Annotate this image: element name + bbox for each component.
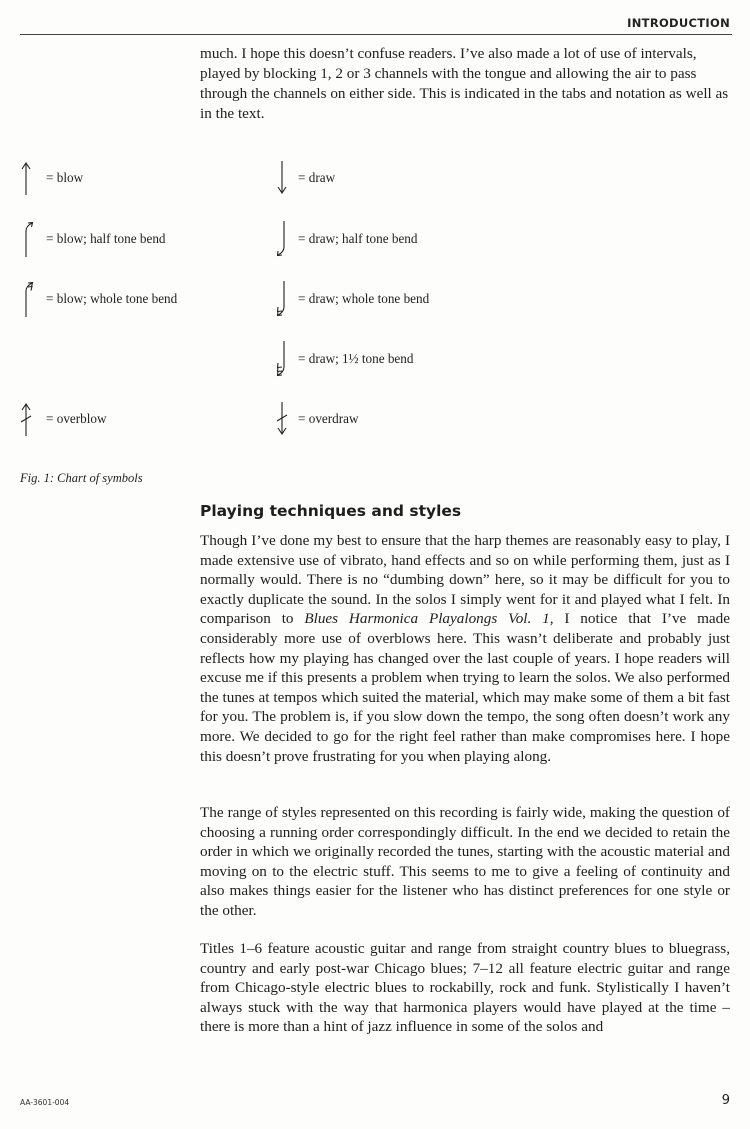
section-heading: Playing techniques and styles xyxy=(200,502,462,520)
draw-half-bend-icon xyxy=(270,219,290,259)
draw-arrow-icon xyxy=(270,158,290,198)
symbol-overdraw-label: = overdraw xyxy=(298,411,359,426)
draw-one-half-bend-icon xyxy=(270,339,290,379)
body-paragraph-3: Titles 1–6 feature acoustic guitar and range from straight country blues to bluegrass, country and early post-war Chicago blues; 7–12 all feature electric guitar and range from Chicago-style electric blues to rockabilly, rock and funk. Stylistically I haven’t always stuck with the way that harmonica players would have played at the time – there is more than a hint of jazz influence in some of the solos and xyxy=(200,940,730,1036)
paragraph-1-text-b: , I notice that I’ve made considerably more use of overblows here. This wasn’t deliberate and probably just reflects how my playing has changed over the last couple of years. I hope readers will excuse me if this presents a problem when trying to learn the solos. We also performed the tunes at tempos which suited the material, which may make some of them a bit fast for you. The problem is, if you slow down the tempo, the song often doesn’t work any more. We decided to go for the right feel rather than make compromises here. I hope this doesn’t prove frustrating for you when playing along. xyxy=(200,610,731,765)
symbol-draw-half-bend-label: = draw; half tone bend xyxy=(298,231,418,246)
intro-paragraph: much. I hope this doesn’t confuse readers. I’ve also made a lot of use of intervals, played by blocking 1, 2 or 3 channels with the tongue and allowing the air to pass through the channels on either side. This is indicated in the tabs and notation as well as in the text. xyxy=(200,45,729,122)
symbol-draw-half-bend xyxy=(270,219,418,259)
symbol-blow-label: = blow xyxy=(46,170,84,185)
symbol-draw-one-half-bend-label: = draw; 1½ tone bend xyxy=(298,351,414,366)
symbol-blow-whole-bend xyxy=(18,279,177,319)
symbol-draw-whole-bend-label: = draw; whole tone bend xyxy=(298,291,430,306)
body-paragraph-1 xyxy=(200,531,730,766)
draw-whole-bend-icon xyxy=(270,279,290,319)
symbol-draw-whole-bend xyxy=(270,279,429,319)
figure-caption: Fig. 1: Chart of symbols xyxy=(20,471,143,485)
header-rule xyxy=(20,34,732,35)
symbol-overblow-label: = overblow xyxy=(46,411,107,426)
symbol-blow-half-bend-label: = blow; half tone bend xyxy=(46,231,166,246)
symbol-draw-one-half-bend xyxy=(270,339,413,379)
symbol-draw-label: = draw xyxy=(298,170,336,185)
symbol-overblow xyxy=(18,399,107,439)
paragraph-1-text-a: Though I’ve done my best to ensure that the harp themes are reasonably easy to play, I made extensive use of vibrato, hand effects and so on while performing them, just as I normally would. There is no “dumbing down” here, so it may be difficult for you to exactly duplicate the sound. In the solos I simply went for it and played what I felt. In comparison to xyxy=(200,532,730,628)
footer-code: AA-3601-004 xyxy=(20,1098,70,1107)
overblow-arrow-icon xyxy=(18,399,38,439)
symbol-blow-half-bend xyxy=(18,219,166,259)
overdraw-arrow-icon xyxy=(270,399,290,439)
symbol-draw xyxy=(270,158,335,198)
blow-half-bend-icon xyxy=(18,219,38,259)
book-title: Blues Harmonica Playalongs Vol. 1 xyxy=(304,610,550,628)
symbol-overdraw xyxy=(270,399,359,439)
page-number: 9 xyxy=(721,1093,730,1108)
section-header: INTRODUCTION xyxy=(627,16,730,30)
blow-arrow-icon xyxy=(18,158,38,198)
symbol-blow xyxy=(18,158,83,198)
body-paragraph-2: The range of styles represented on this recording is fairly wide, making the question of choosing a running order correspondingly difficult. In the end we decided to retain the order in which we originally recorded the tunes, starting with the acoustic material and moving on to the electric stuff. This seems to me to give a feeling of continuity and also makes things easier for the listener who has distinct preferences for one style or the other. xyxy=(200,804,730,919)
blow-whole-bend-icon xyxy=(18,279,38,319)
symbol-blow-whole-bend-label: = blow; whole tone bend xyxy=(46,291,178,306)
